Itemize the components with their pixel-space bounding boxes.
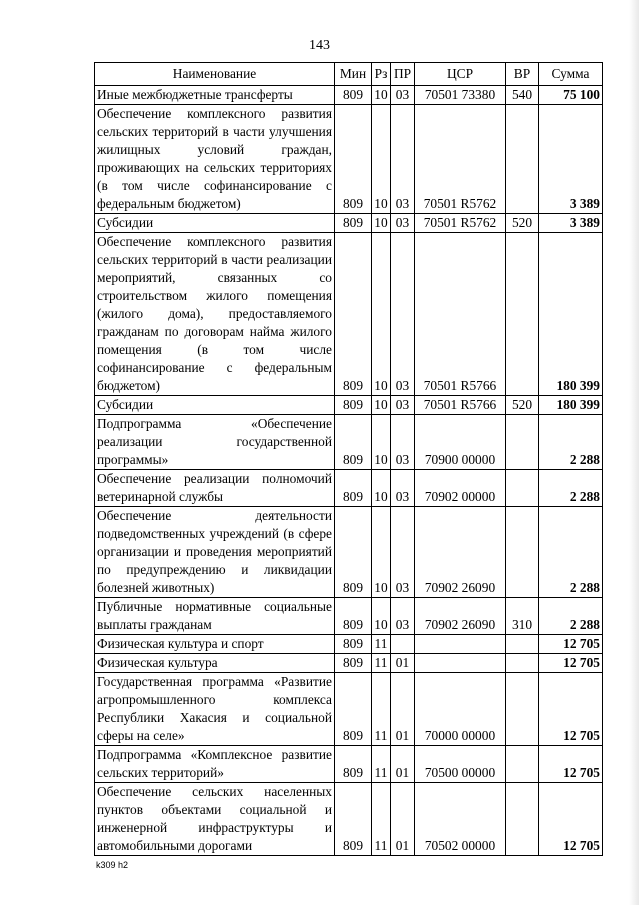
row-csr: 70501 R5762	[415, 214, 506, 233]
row-vr	[506, 233, 539, 396]
row-sum: 12 705	[539, 783, 603, 856]
table-row	[95, 507, 603, 598]
row-name: Публичные нормативные социальные выплаты гражданам	[95, 598, 335, 635]
table-row	[95, 470, 603, 507]
table-row	[95, 746, 603, 783]
row-min: 809	[335, 470, 372, 507]
header-row	[95, 63, 603, 86]
row-min: 809	[335, 598, 372, 635]
table-row	[95, 635, 603, 654]
table-row	[95, 105, 603, 214]
row-vr	[506, 507, 539, 598]
row-rz: 10	[372, 105, 391, 214]
table-row	[95, 415, 603, 470]
row-pr: 01	[391, 654, 415, 673]
row-pr: 01	[391, 783, 415, 856]
row-csr: 70902 26090	[415, 598, 506, 635]
header-rz: Рз	[372, 63, 391, 86]
row-rz: 10	[372, 86, 391, 105]
header-csr: ЦСР	[415, 63, 506, 86]
row-csr: 70500 00000	[415, 746, 506, 783]
table-row	[95, 654, 603, 673]
row-name: Подпрограмма «Комплексное развитие сельских территорий»	[95, 746, 335, 783]
row-sum: 180 399	[539, 233, 603, 396]
row-vr	[506, 783, 539, 856]
row-csr	[415, 654, 506, 673]
row-sum: 2 288	[539, 598, 603, 635]
row-sum: 3 389	[539, 214, 603, 233]
table-row	[95, 396, 603, 415]
row-vr	[506, 654, 539, 673]
row-vr	[506, 635, 539, 654]
row-csr: 70502 00000	[415, 783, 506, 856]
table-row	[95, 86, 603, 105]
row-sum: 2 288	[539, 470, 603, 507]
row-rz: 10	[372, 470, 391, 507]
row-csr: 70501 R5766	[415, 233, 506, 396]
row-pr: 01	[391, 673, 415, 746]
row-name: Подпрограмма «Обеспечение реализации государственной программы»	[95, 415, 335, 470]
row-rz: 11	[372, 635, 391, 654]
footer-code: k309 h2	[96, 860, 129, 870]
page-number: 143	[309, 38, 330, 53]
header-sum: Сумма	[539, 63, 603, 86]
row-pr	[391, 635, 415, 654]
row-min: 809	[335, 415, 372, 470]
row-pr: 03	[391, 415, 415, 470]
row-csr: 70501 73380	[415, 86, 506, 105]
row-name: Физическая культура	[95, 654, 335, 673]
row-pr: 01	[391, 746, 415, 783]
row-rz: 10	[372, 598, 391, 635]
budget-table	[94, 62, 603, 856]
row-pr: 03	[391, 598, 415, 635]
row-sum: 12 705	[539, 746, 603, 783]
row-name: Обеспечение деятельности подведомственных учреждений (в сфере организации и проведения мероприятий по предупреждению и ликвидации болезней животных)	[95, 507, 335, 598]
row-min: 809	[335, 654, 372, 673]
row-min: 809	[335, 396, 372, 415]
table-row	[95, 673, 603, 746]
row-pr: 03	[391, 86, 415, 105]
row-csr: 70501 R5766	[415, 396, 506, 415]
row-rz: 10	[372, 507, 391, 598]
row-rz: 11	[372, 654, 391, 673]
table-row	[95, 783, 603, 856]
header-name: Наименование	[95, 63, 335, 86]
row-pr: 03	[391, 507, 415, 598]
row-csr	[415, 635, 506, 654]
table-row	[95, 598, 603, 635]
row-min: 809	[335, 635, 372, 654]
row-vr	[506, 746, 539, 783]
row-pr: 03	[391, 396, 415, 415]
row-vr: 520	[506, 214, 539, 233]
row-min: 809	[335, 233, 372, 396]
row-name: Обеспечение сельских населенных пунктов объектами социальной и инженерной инфраструктуры и автомобильными дорогами	[95, 783, 335, 856]
row-rz: 10	[372, 233, 391, 396]
row-csr: 70900 00000	[415, 415, 506, 470]
row-pr: 03	[391, 214, 415, 233]
row-rz: 11	[372, 746, 391, 783]
row-name: Государственная программа «Развитие агропромышленного комплекса Республики Хакасия и социальной сферы на селе»	[95, 673, 335, 746]
row-rz: 10	[372, 415, 391, 470]
row-sum: 180 399	[539, 396, 603, 415]
row-vr	[506, 415, 539, 470]
row-min: 809	[335, 86, 372, 105]
row-min: 809	[335, 214, 372, 233]
row-csr: 70000 00000	[415, 673, 506, 746]
row-pr: 03	[391, 105, 415, 214]
row-rz: 11	[372, 783, 391, 856]
row-sum: 2 288	[539, 507, 603, 598]
row-vr: 520	[506, 396, 539, 415]
row-name: Физическая культура и спорт	[95, 635, 335, 654]
row-name: Иные межбюджетные трансферты	[95, 86, 335, 105]
row-rz: 10	[372, 214, 391, 233]
row-min: 809	[335, 783, 372, 856]
table-row	[95, 233, 603, 396]
header-pr: ПР	[391, 63, 415, 86]
row-csr: 70902 00000	[415, 470, 506, 507]
row-name: Субсидии	[95, 396, 335, 415]
row-min: 809	[335, 507, 372, 598]
row-min: 809	[335, 746, 372, 783]
row-vr	[506, 470, 539, 507]
header-min: Мин	[335, 63, 372, 86]
row-min: 809	[335, 105, 372, 214]
table-row	[95, 214, 603, 233]
row-name: Обеспечение комплексного развития сельских территорий в части улучшения жилищных условий граждан, проживающих на сельских территориях (в том числе софинансирование с федеральным бюджетом)	[95, 105, 335, 214]
scan-edge-shadow	[629, 0, 639, 905]
header-vr: ВР	[506, 63, 539, 86]
row-csr: 70501 R5762	[415, 105, 506, 214]
row-vr: 310	[506, 598, 539, 635]
row-sum: 2 288	[539, 415, 603, 470]
row-vr	[506, 673, 539, 746]
row-pr: 03	[391, 470, 415, 507]
row-sum: 12 705	[539, 654, 603, 673]
row-csr: 70902 26090	[415, 507, 506, 598]
row-name: Субсидии	[95, 214, 335, 233]
row-rz: 11	[372, 673, 391, 746]
row-rz: 10	[372, 396, 391, 415]
row-sum: 12 705	[539, 635, 603, 654]
row-pr: 03	[391, 233, 415, 396]
row-vr: 540	[506, 86, 539, 105]
row-vr	[506, 105, 539, 214]
row-sum: 75 100	[539, 86, 603, 105]
row-min: 809	[335, 673, 372, 746]
row-name: Обеспечение комплексного развития сельских территорий в части реализации мероприятий, связанных со строительством жилого помещения (жилого дома), предоставляемого гражданам по договорам найма жилого помещения (в том числе софинансирование с федеральным бюджетом)	[95, 233, 335, 396]
row-name: Обеспечение реализации полномочий ветеринарной службы	[95, 470, 335, 507]
row-sum: 12 705	[539, 673, 603, 746]
row-sum: 3 389	[539, 105, 603, 214]
